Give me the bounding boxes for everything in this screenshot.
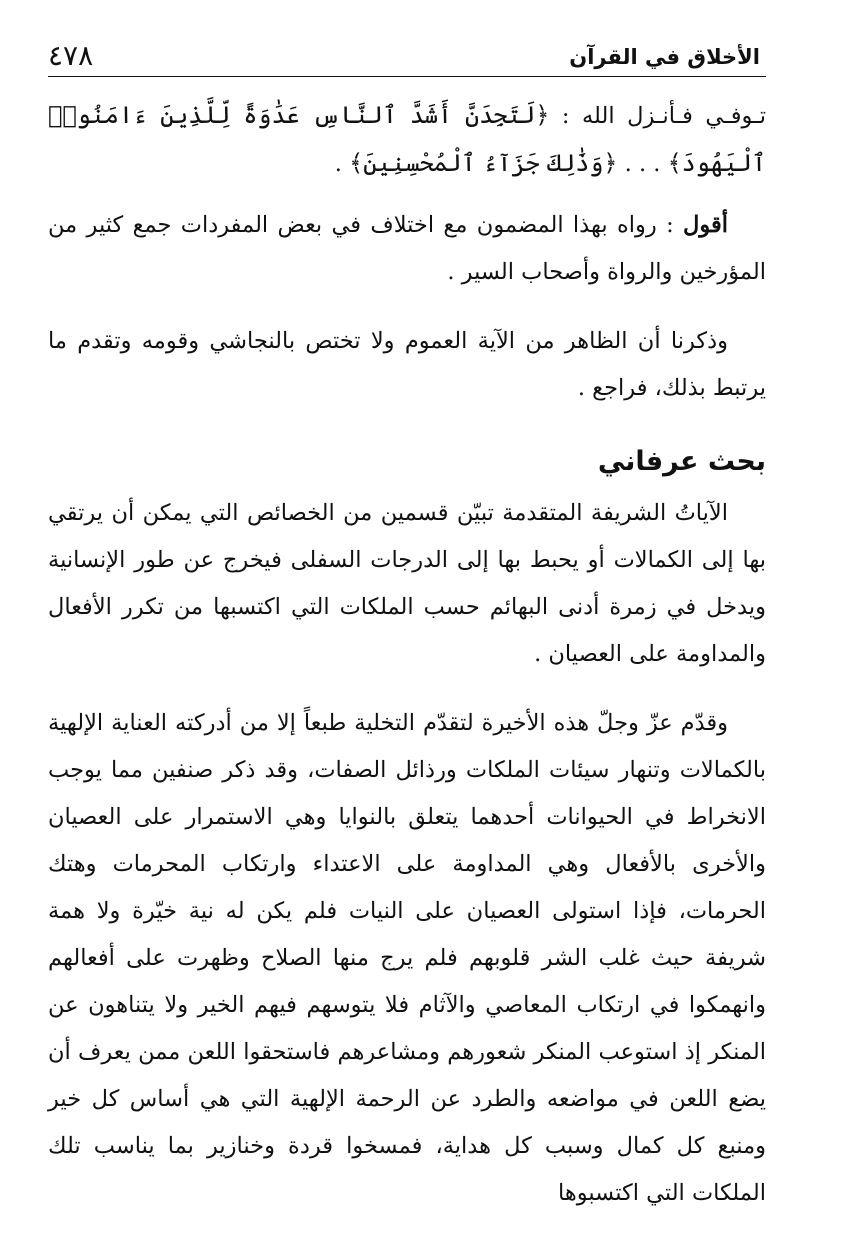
paragraph-main: وقدّم عزّ وجلّ هذه الأخيرة لتقدّم التخلية طبعاً إلا من أدركته العناية الإلهية بالكمالات وتنهار سيئات الملكات ورذائل الصفات، وقد ذكر صنفين مما يوجب الانخراط في الحيوانات أحدهما يتعلق بالنوايا وهي الاستمرار على العصيان والأخرى بالأفعال وهي المداومة على الاعتداء وارتكاب المحرمات وهتك الحرمات، فإذا استولى العصيان على النيات فلم يكن له نية خيّرة ولا همة شريفة حيث غلب الشر قلوبهم فلم يرج منها الصلاح وظهرت على أفعالهم وانهمكوا في ارتكاب المعاصي والآثام فلا يتوسهم فيهم الخير ولا يتناهون عن المنكر إذ استوعب المنكر شعورهم ومشاعرهم فاستحقوا اللعن ممن يعرف أن يضع اللعن في مواضعه والطرد عن الرحمة الإلهية التي هي أساس كل خير ومنبع كل كمال وسبب كل هداية، فمسخوا قردة وخنازير بما يناسب تلك الملكات التي اكتسبوها <box>48 710 766 1206</box>
quran-verse-1: ﴿لَتَجِدَنَّ أَشَدَّ ٱلنَّاسِ عَدَٰوَةً لِّلَّذِينَ ءَامَنُوا۟ ٱلْيَهُودَ﴾ <box>48 101 766 177</box>
paragraph-intro: الآياتُ الشريفة المتقدمة تبيّن قسمين من الخصائص التي يمكن أن يرتقي بها إلى الكمالات أو يحبط بها إلى الدرجات السفلى فيخرج عن طور الإنسانية ويدخل في زمرة أدنى البهائم حسب الملكات التي اكتسبها من تكرر الأفعال والمداومة على العصيان . <box>48 500 766 667</box>
spacer <box>48 412 766 434</box>
page-body <box>48 92 766 1217</box>
quran-quote-paragraph <box>48 92 766 188</box>
spacer <box>48 296 766 318</box>
paragraph-aqul <box>48 202 766 296</box>
paragraph-lead-word: أقول <box>683 212 728 238</box>
header-divider <box>48 76 766 77</box>
quote-ellipsis: . . . <box>624 151 668 177</box>
quran-verse-2: ﴿وَذَٰلِكَ جَزَآءُ ٱلْمُحْسِنِينَ﴾ <box>349 149 618 177</box>
paragraph-reference: وذكرنا أن الظاهر من الآية العموم ولا تختص بالنجاشي وقومه وتقدم ما يرتبط بذلك، فراجع . <box>48 328 766 401</box>
spacer <box>48 678 766 700</box>
section-heading: بحث عرفاني <box>597 446 766 477</box>
running-title: الأخلاق في القرآن <box>569 45 760 69</box>
page-number: ٤٧٨ <box>48 39 94 72</box>
quote-end: . <box>334 151 350 177</box>
quote-lead: تـوفـي فـأنـزل الله : <box>549 103 766 129</box>
paragraph-text: : رواه بهذا المضمون مع اختلاف في بعض المفردات جمع كثير من المؤرخين والرواة وأصحاب السير . <box>48 212 766 285</box>
page-header <box>48 30 760 74</box>
